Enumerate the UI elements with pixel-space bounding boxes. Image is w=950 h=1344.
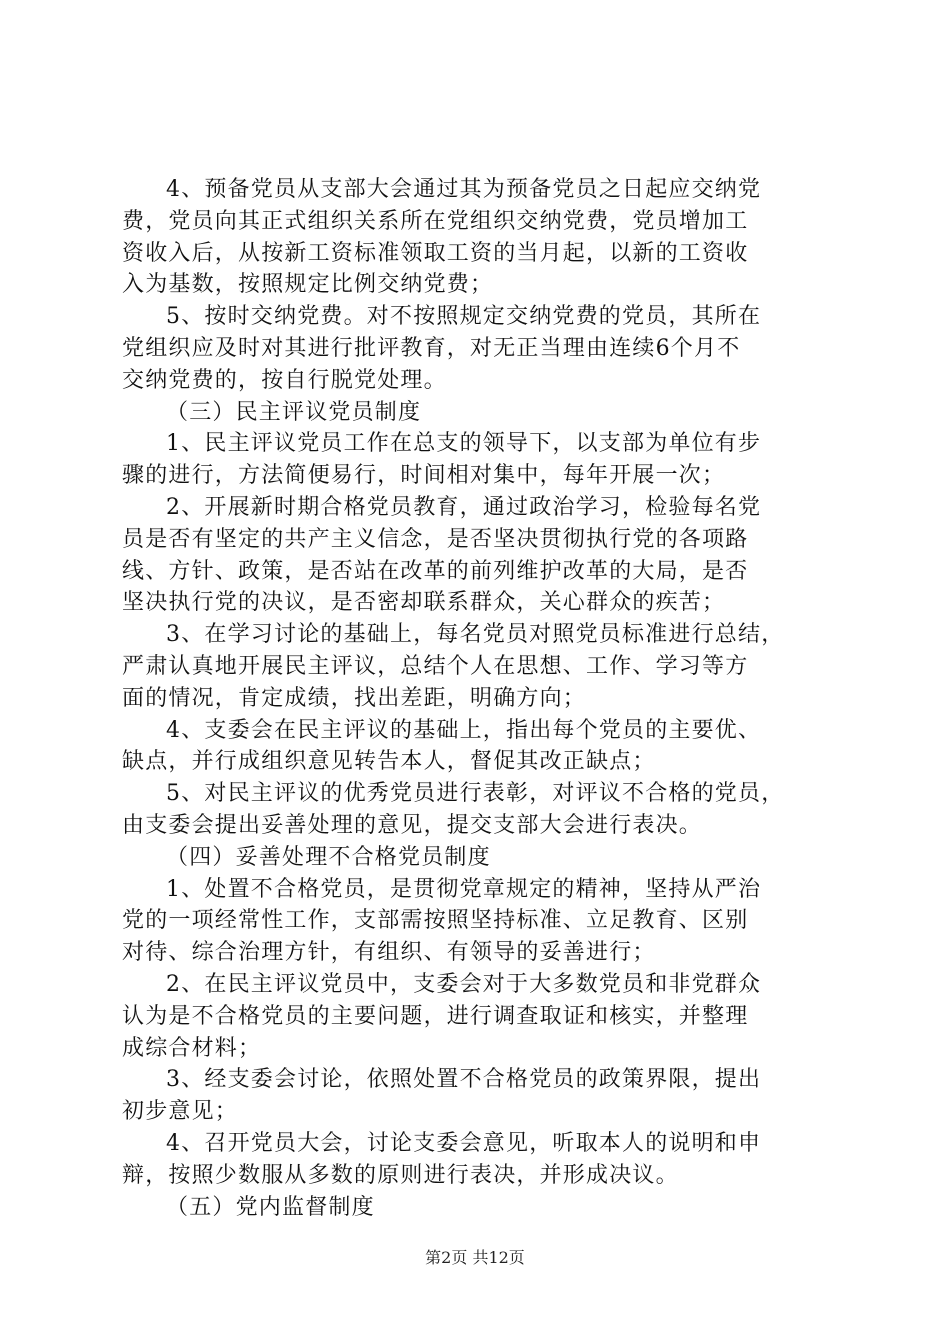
text-line: 5、对民主评议的优秀党员进行表彰，对评议不合格的党员， bbox=[166, 781, 785, 807]
text-line: 骤的进行，方法简便易行，时间相对集中，每年开展一次； bbox=[122, 463, 726, 489]
text-line: （三）民主评议党员制度 bbox=[166, 399, 422, 425]
page-footer: 第2页 共12页 bbox=[425, 1248, 525, 1267]
text-line: 员是否有坚定的共产主义信念，是否坚决贯彻执行党的各项路 bbox=[122, 526, 749, 552]
text-line: 3、经支委会讨论，依照处置不合格党员的政策界限，提出 bbox=[166, 1067, 762, 1093]
text-line: 对待、综合治理方针，有组织、有领导的妥善进行； bbox=[122, 940, 656, 966]
text-line: 认为是不合格党员的主要问题，进行调查取证和核实，并整理 bbox=[122, 1003, 749, 1029]
text-line: 1、处置不合格党员，是贯彻党章规定的精神，坚持从严治 bbox=[166, 876, 762, 902]
text-line: 4、召开党员大会，讨论支委会意见，听取本人的说明和申 bbox=[166, 1130, 762, 1156]
text-line: 初步意见； bbox=[122, 1099, 239, 1125]
text-line: 严肃认真地开展民主评议，总结个人在思想、工作、学习等方 bbox=[122, 653, 749, 679]
text-line: 4、支委会在民主评议的基础上，指出每个党员的主要优、 bbox=[166, 717, 762, 743]
text-line: 党组织应及时对其进行批评教育，对无正当理由连续6个月不 bbox=[122, 335, 741, 361]
text-line: 缺点，并行成组织意见转告本人，督促其改正缺点； bbox=[122, 749, 656, 775]
text-line: 成综合材料； bbox=[122, 1035, 262, 1061]
text-line: 2、在民主评议党员中，支委会对于大多数党员和非党群众 bbox=[166, 971, 762, 997]
text-line: 2、开展新时期合格党员教育，通过政治学习，检验每名党 bbox=[166, 494, 762, 520]
text-line: 由支委会提出妥善处理的意见，提交支部大会进行表决。 bbox=[122, 812, 703, 838]
text-line: 党的一项经常性工作，支部需按照坚持标准、立足教育、区别 bbox=[122, 908, 749, 934]
text-line: （五）党内监督制度 bbox=[166, 1194, 375, 1220]
text-line: 辩，按照少数服从多数的原则进行表决，并形成决议。 bbox=[122, 1162, 679, 1188]
text-line: 资收入后，从按新工资标准领取工资的当月起，以新的工资收 bbox=[122, 240, 749, 266]
text-line: 线、方针、政策，是否站在改革的前列维护改革的大局，是否 bbox=[122, 558, 749, 584]
text-line: 1、民主评议党员工作在总支的领导下，以支部为单位有步 bbox=[166, 431, 762, 457]
document-body bbox=[122, 174, 832, 1223]
text-line: 面的情况，肯定成绩，找出差距，明确方向； bbox=[122, 685, 587, 711]
text-line: 入为基数，按照规定比例交纳党费； bbox=[122, 272, 494, 298]
text-line: 5、按时交纳党费。对不按照规定交纳党费的党员，其所在 bbox=[166, 304, 762, 330]
text-line: 费，党员向其正式组织关系所在党组织交纳党费，党员增加工 bbox=[122, 208, 749, 234]
text-line: 4、预备党员从支部大会通过其为预备党员之日起应交纳党 bbox=[166, 177, 762, 202]
text-line: 3、在学习讨论的基础上，每名党员对照党员标准进行总结， bbox=[166, 622, 785, 648]
text-line: 坚决执行党的决议，是否密却联系群众，关心群众的疾苦； bbox=[122, 590, 726, 616]
text-line: （四）妥善处理不合格党员制度 bbox=[166, 844, 491, 870]
text-line: 交纳党费的，按自行脱党处理。 bbox=[122, 367, 447, 393]
